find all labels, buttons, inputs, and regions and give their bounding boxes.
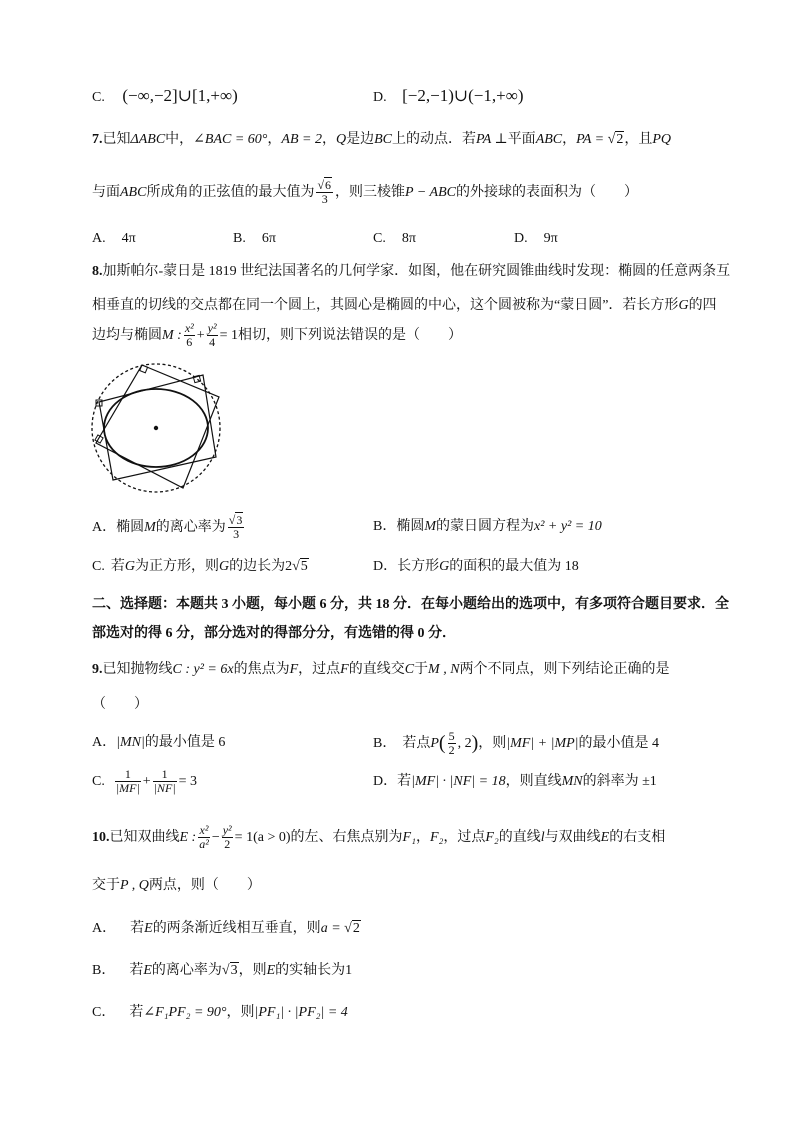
q7-line1: 7.已知ΔABC中，∠BAC = 60°，AB = 2，Q是边BC上的动点．若PA ⊥平面ABC，PA = √2，且PQ	[92, 132, 671, 147]
section2-line1: 二、选择题：本题共 3 小题，每小题 6 分，共 18 分．在每小题给出的选项中，有多项符合题目要求．全	[92, 597, 729, 612]
monge-circle-figure	[86, 360, 228, 500]
q8-line2: 相垂直的切线的交点都在同一个圆上，其圆心是椭圆的中心，这个圆被称为“蒙日圆”．若长方形G的四	[92, 298, 717, 313]
q7-option-b: B. 6π	[233, 231, 276, 246]
q10-option-b: B． 若E的离心率为√3，则E的实轴长为1	[92, 963, 353, 978]
q8-option-a: A．椭圆M的离心率为 $\frac{√3}{3}$	[92, 513, 243, 542]
question-number: 8.	[92, 264, 103, 279]
q8-option-b: B．椭圆M的蒙日圆方程为x² + y² = 10	[373, 519, 602, 534]
option-math: (−∞,−2]∪[1,+∞)	[122, 86, 238, 105]
q10-line1: 10.已知双曲线E : $\frac{\text{x²}}{\text{a²}}$ − $\frac{\text{y²}}{2}$ = 1(a > 0)的左、右焦点别为F₁，F₂，过点F₂的直线l与双曲线E的右支相	[92, 823, 666, 852]
q7-option-c: C. 8π	[373, 231, 416, 246]
question-number: 10.	[92, 830, 110, 845]
q10-option-a: A． 若E的两条渐近线相互垂直，则a = √2	[92, 921, 360, 936]
q7-option-a: A. 4π	[92, 231, 136, 246]
q8-line3: 边均与椭圆M : $\frac{\text{x²}}{6}$ + $\frac{\text{y²}}{4}$ = 1相切，则下列说法错误的是（ ）	[92, 321, 463, 350]
option-label: D.	[373, 90, 387, 105]
q8-option-c: C. 若G为正方形，则G的边长为2√5	[92, 559, 308, 574]
q10-option-c: C． 若∠F₁PF₂ = 90°，则|PF₁| · |PF₂| = 4	[92, 1005, 348, 1020]
center-point	[154, 426, 158, 430]
q7-option-d: D. 9π	[514, 231, 558, 246]
q9-paren: （ ）	[92, 697, 148, 712]
q9-option-c: C. $\frac{1}{|MF|}$ + $\frac{1}{|NF|}$ = 3	[92, 767, 198, 796]
question-number: 9.	[92, 662, 103, 677]
q7-line2: 与面ABC所成角的正弦值的最大值为 $\frac{√6}{3}$ ，则三棱锥P − ABC的外接球的表面积为（ ）	[92, 178, 638, 207]
section2-line2: 部选对的得 6 分，部分选对的得部分分，有选错的得 0 分．	[92, 626, 456, 641]
q9-line1: 9.已知抛物线C : y² = 6x的焦点为F，过点F的直线交C于M , N两个不同点，则下列结论正确的是	[92, 662, 670, 677]
q9-option-a: A．|MN|的最小值是 6	[92, 735, 226, 750]
q8-option-d: D．长方形G的面积的最大值为 18	[373, 559, 579, 574]
fraction: $\frac{√6}{3}$	[317, 178, 332, 207]
q8-line1: 8.加斯帕尔-蒙日是 1819 世纪法国著名的几何学家．如图，他在研究圆锥曲线时发现：椭圆的任意两条互	[92, 264, 731, 279]
q6-option-d	[373, 86, 523, 108]
question-number: 7.	[92, 132, 103, 147]
q9-option-b: B． 若点P( $\frac{5}{2}$ , 2)，则|MF| + |MP|的最小值是 4	[373, 729, 660, 758]
q9-option-d: D．若|MF| · |NF| = 18，则直线MN的斜率为 ±1	[373, 774, 657, 789]
option-label: C.	[92, 90, 105, 105]
q10-line2: 交于P , Q两点，则（ ）	[92, 878, 261, 893]
q6-option-c	[92, 86, 238, 108]
option-math: [−2,−1)∪(−1,+∞)	[402, 86, 524, 105]
